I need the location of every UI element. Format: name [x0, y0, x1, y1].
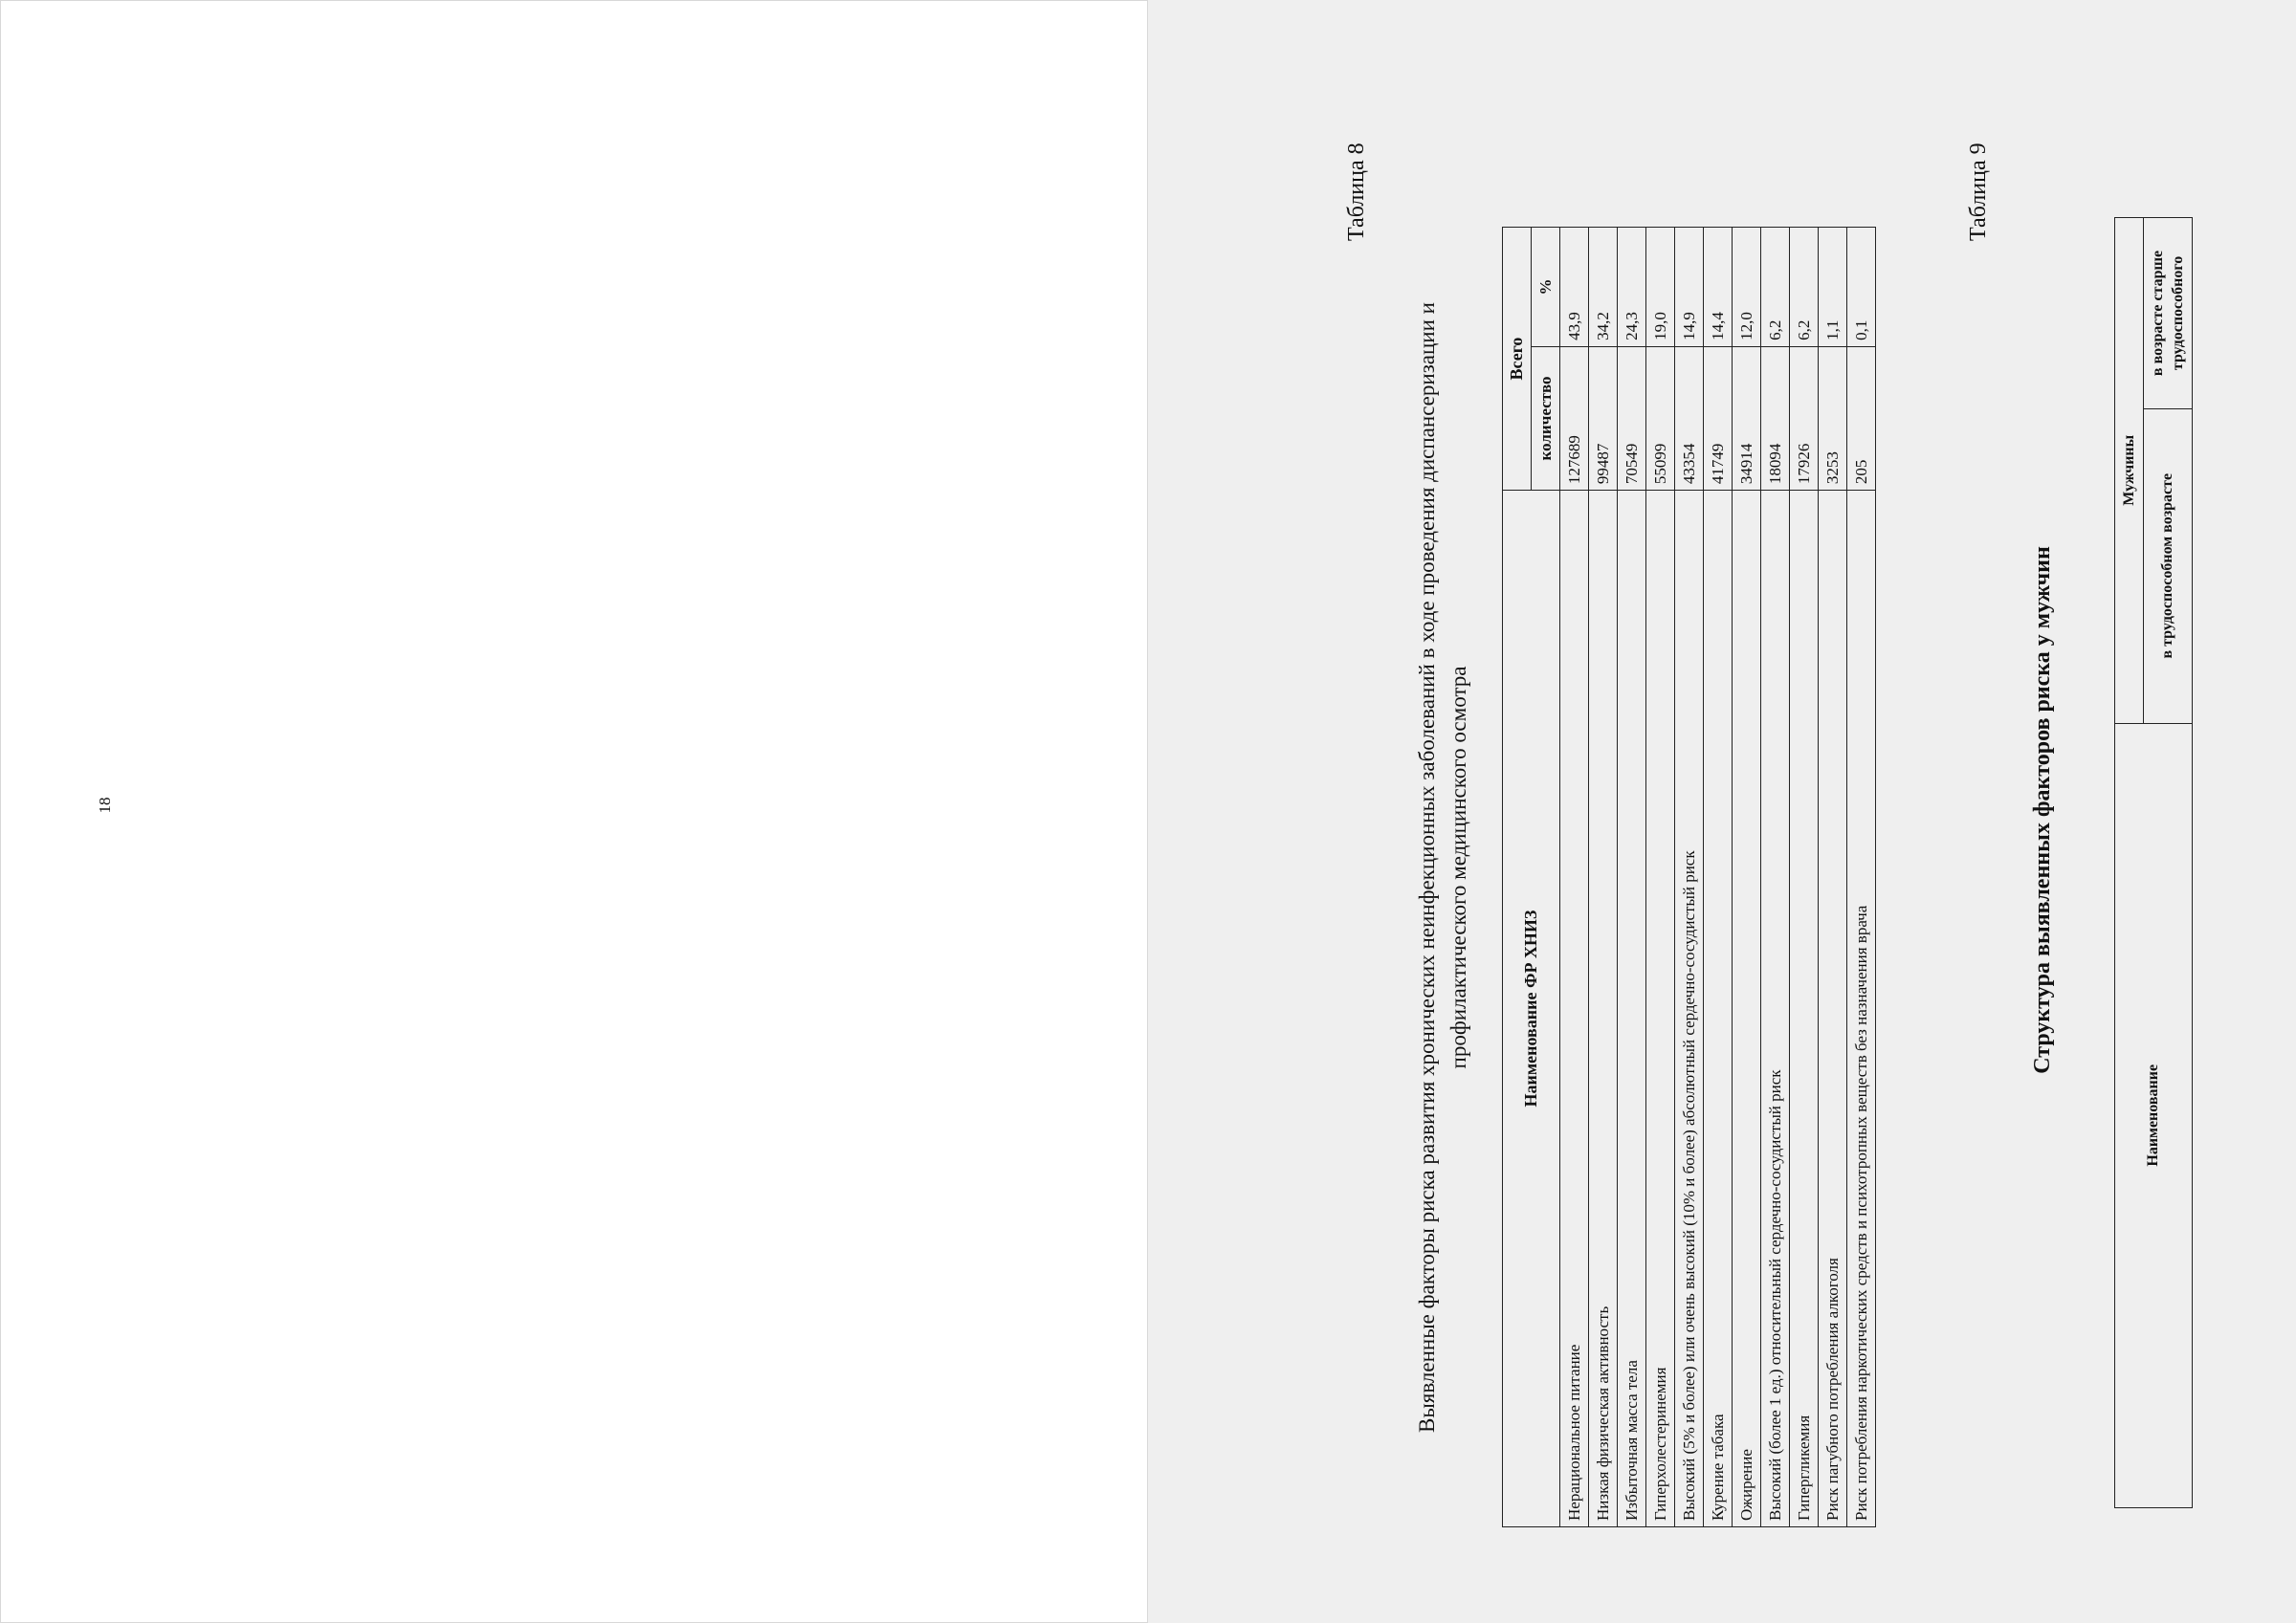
table8-header-count: количество: [1532, 346, 1560, 490]
table-row: [1733, 228, 1761, 1527]
table9-header-working-age: в трудоспособном возрасте: [2144, 408, 2193, 723]
row-count: 70549: [1618, 346, 1646, 490]
table9-label: Таблица 9: [1966, 143, 1991, 241]
table8: [1502, 227, 1876, 1527]
table8-header-percent: %: [1532, 228, 1560, 347]
row-name: Нерациональное питание: [1560, 491, 1589, 1527]
table9-header-name: Наименование: [2115, 723, 2193, 1507]
table-row: [1819, 228, 1847, 1527]
row-count: 3253: [1819, 346, 1847, 490]
table9: [2114, 217, 2193, 1508]
row-name: Риск пагубного потребления алкоголя: [1819, 491, 1847, 1527]
table9-title: Структура выявленных факторов риска у мужчин: [2030, 546, 2055, 1074]
row-name: Избыточная масса тела: [1618, 491, 1646, 1527]
table9-header-older: [2144, 218, 2193, 409]
row-count: 18094: [1761, 346, 1790, 490]
row-percent: 0,1: [1847, 228, 1876, 347]
table-row: [1847, 228, 1876, 1527]
table8-header-total: Всего: [1503, 228, 1532, 491]
row-count: 17926: [1790, 346, 1819, 490]
rotated-content: [1148, 0, 2296, 1623]
row-count: 43354: [1675, 346, 1704, 490]
row-percent: 12,0: [1733, 228, 1761, 347]
row-name: Высокий (более 1 ед.) относительный сердечно-сосудистый риск: [1761, 491, 1790, 1527]
row-percent: 14,4: [1704, 228, 1733, 347]
table9-header-men: Мужчины: [2115, 218, 2144, 724]
row-count: 205: [1847, 346, 1876, 490]
table8-title-line1: Выявленные факторы риска развития хронических неинфекционных заболеваний в ходе проведения диспансеризации и: [1415, 302, 1439, 1433]
row-percent: 1,1: [1819, 228, 1847, 347]
table8-header-name: Наименование ФР ХНИЗ: [1503, 491, 1560, 1527]
row-percent: 14,9: [1675, 228, 1704, 347]
table-row: [1646, 228, 1675, 1527]
row-name: Ожирение: [1733, 491, 1761, 1527]
row-name: Гиперхолестеринемия: [1646, 491, 1675, 1527]
row-name: Высокий (5% и более) или очень высокий (10% и более) абсолютный сердечно-сосудистый риск: [1675, 491, 1704, 1527]
table-row: [1618, 228, 1646, 1527]
row-name: Гипергликемия: [1790, 491, 1819, 1527]
row-percent: 6,2: [1790, 228, 1819, 347]
row-count: 99487: [1589, 346, 1618, 490]
table8-title: [1411, 227, 1474, 1508]
table-row: [1589, 228, 1618, 1527]
table-row: [1790, 228, 1819, 1527]
row-percent: 24,3: [1618, 228, 1646, 347]
row-percent: 6,2: [1761, 228, 1790, 347]
row-count: 34914: [1733, 346, 1761, 490]
table-row: [1560, 228, 1589, 1527]
table8-title-line2: профилактического медицинского осмотра: [1446, 666, 1470, 1069]
table-row: [1675, 228, 1704, 1527]
row-percent: 34,2: [1589, 228, 1618, 347]
page-number: 18: [96, 797, 114, 814]
row-count: 55099: [1646, 346, 1675, 490]
row-name: Низкая физическая активность: [1589, 491, 1618, 1527]
row-percent: 43,9: [1560, 228, 1589, 347]
table9-header-older-line1: в возрасте старше: [2150, 250, 2166, 377]
row-count: 127689: [1560, 346, 1589, 490]
table-row: [1704, 228, 1733, 1527]
row-name: Курение табака: [1704, 491, 1733, 1527]
row-percent: 19,0: [1646, 228, 1675, 347]
row-name: Риск потребления наркотических средств и психотропных веществ без назначения врача: [1847, 491, 1876, 1527]
row-count: 41749: [1704, 346, 1733, 490]
table8-label: Таблица 8: [1344, 143, 1369, 241]
table9-header-older-line2: трудоспособного: [2170, 255, 2186, 371]
table-row: [1761, 228, 1790, 1527]
